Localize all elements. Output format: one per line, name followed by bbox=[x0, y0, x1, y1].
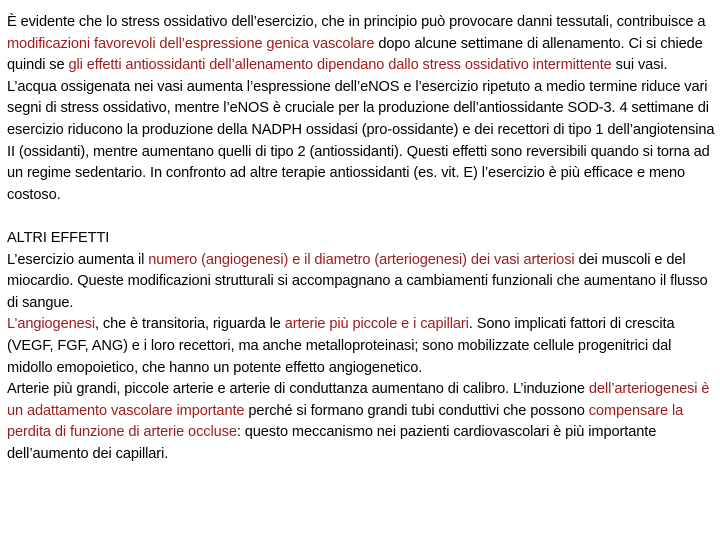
body-text: . Sono implicati fattori di crescita (VEGF, FGF, ANG) e i loro recettori, ma anche metalloproteinasi; sono mobilizzate cellule progenitrici dal midollo emopoietico, che hanno un potente effetto angiogenetico. bbox=[7, 316, 675, 376]
body-text: sui vasi. L’acqua ossigenata nei vasi aumenta l’espressione dell’eNOS e l’esercizio ripetuto a medio termine riduce vari segni di stress ossidativo, mentre l’eNOS è cruciale per la produzione dell’antiossidante SOD-3. 4 settimane di esercizio riducono la produzione della NADPH ossidasi (pro-ossidante) e dei recettori di tipo 1 dell’angiotensina II (ossidanti), mentre aumentano quelli di tipo 2 (antiossidanti). Questi effetti sono reversibili quando si torna ad un regime sedentario. In confronto ad altre terapie antiossidanti (es. vit. E) l’esercizio è più efficace e meno costoso. bbox=[7, 57, 715, 203]
highlighted-text: numero (angiogenesi) e il diametro (arteriogenesi) dei vasi arteriosi bbox=[148, 251, 575, 268]
highlighted-text: L’angiogenesi bbox=[7, 316, 95, 333]
body-text: È evidente che lo stress ossidativo dell’esercizio, che in principio può provocare danni tessutali, contribuisce a bbox=[7, 14, 706, 30]
body-text: dopo alcune settimane di allenamento. Ci si chiede quindi se bbox=[7, 35, 703, 74]
paragraph-angiogenesis bbox=[7, 314, 717, 379]
section-heading: ALTRI EFFETTI bbox=[7, 229, 110, 246]
body-text: dei muscoli e del miocardio. Queste modificazioni strutturali si accompagnano a cambiamenti funzionali che aumentano il flusso di sangue. bbox=[7, 251, 708, 311]
body-text: Arterie più grandi, piccole arterie e arterie di conduttanza aumentano di calibro. L’induzione bbox=[7, 381, 589, 398]
body-text: perché si formano grandi tubi conduttivi che possono bbox=[244, 402, 589, 419]
paragraph-vessel-growth bbox=[7, 250, 717, 315]
highlighted-text: gli effetti antiossidanti dell’allenamento dipendano dallo stress ossidativo intermittente bbox=[68, 57, 612, 74]
paragraph-spacer bbox=[7, 206, 717, 228]
highlighted-text: compensare la perdita di funzione di arterie occluse bbox=[7, 402, 684, 441]
highlighted-text: dell’arteriogenesi è un adattamento vascolare importante bbox=[7, 381, 710, 419]
document-body bbox=[7, 12, 717, 465]
paragraph-oxidative-stress bbox=[7, 12, 717, 206]
paragraph-arteriogenesis bbox=[7, 379, 717, 465]
body-text: L’esercizio aumenta il bbox=[7, 251, 149, 268]
highlighted-text: arterie più piccole e i capillari bbox=[284, 316, 469, 333]
highlighted-text: modificazioni favorevoli dell’espressione genica vascolare bbox=[7, 35, 375, 52]
body-text: : questo meccanismo nei pazienti cardiovascolari è più importante dell’aumento dei capillari. bbox=[7, 424, 657, 462]
body-text: , che è transitoria, riguarda le bbox=[94, 316, 285, 333]
